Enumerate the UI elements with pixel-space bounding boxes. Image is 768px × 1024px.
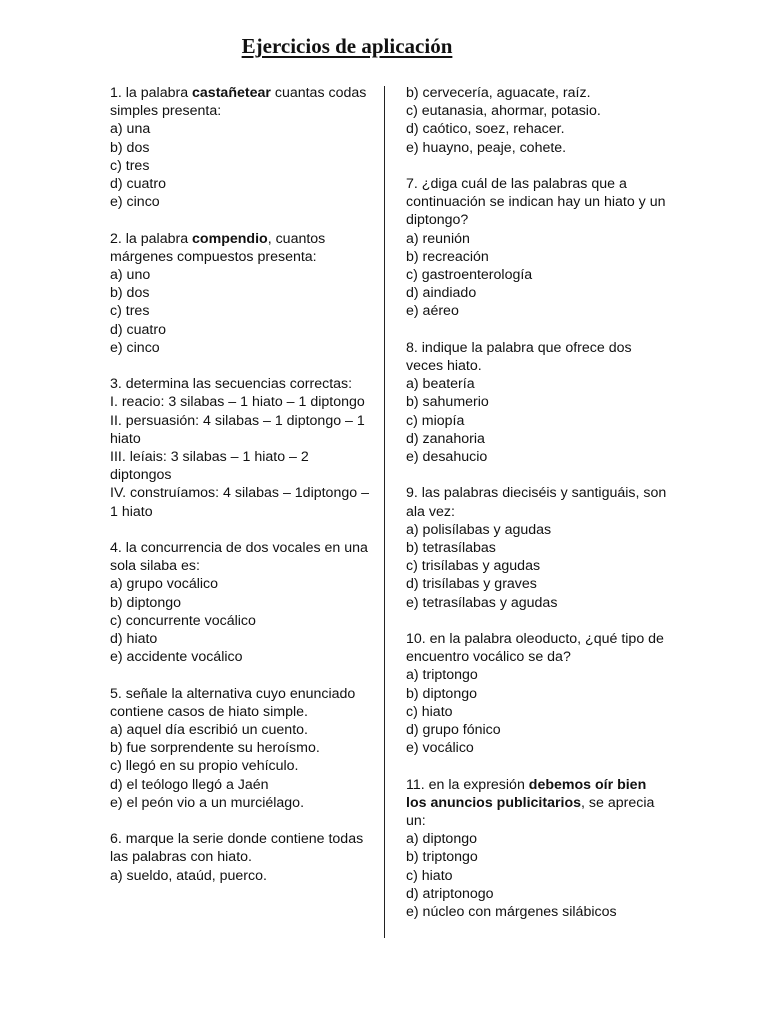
- question-text: [110, 375, 372, 393]
- column-divider: [384, 86, 385, 938]
- answer-option: b) diptongo: [406, 685, 477, 702]
- question-segment: 6. marque la serie donde contiene todas las palabras con hiato.: [110, 831, 364, 866]
- question-segment: 11. en la expresión: [406, 776, 529, 793]
- answer-option: c) eutanasia, ahormar, potasio.: [406, 103, 601, 120]
- question-block: [110, 375, 372, 521]
- question-segment: 2. la palabra: [110, 230, 193, 247]
- answer-option: b) recreación: [406, 248, 489, 265]
- answer-option: d) caótico, soez, rehacer.: [406, 121, 565, 138]
- question-block: [406, 630, 670, 757]
- answer-option: a) una: [110, 121, 151, 138]
- question-text: [406, 630, 670, 666]
- question-segment: 1. la palabra: [110, 85, 193, 101]
- answer-option: III. leíais: 3 silabas – 1 hiato – 2 diptongos: [110, 449, 309, 484]
- answer-option: c) gastroenterología: [406, 267, 533, 284]
- question-text: [110, 685, 372, 721]
- question-segment: 4. la concurrencia de dos vocales en una sola silaba es:: [110, 540, 368, 575]
- question-block: [406, 484, 670, 611]
- answer-option: a) reunión: [406, 230, 470, 247]
- answer-option: d) cuatro: [110, 176, 166, 193]
- answer-option: b) cervecería, aguacate, raíz.: [406, 85, 591, 101]
- question-block: [406, 776, 670, 922]
- page-title: Ejercicios de aplicación: [241, 34, 453, 58]
- answer-option: e) tetrasílabas y agudas: [406, 594, 558, 611]
- question-text: [406, 339, 670, 375]
- question-segment: 9. las palabras dieciséis y santiguáis, son ala vez:: [406, 485, 667, 520]
- answer-option: c) tres: [110, 157, 150, 174]
- answer-option: c) tres: [110, 303, 150, 320]
- question-block: [110, 230, 372, 357]
- answer-option: d) hiato: [110, 631, 158, 648]
- answer-option: e) desahucio: [406, 449, 488, 466]
- answer-option: c) trisílabas y agudas: [406, 558, 541, 575]
- answer-option: b) dos: [110, 285, 150, 302]
- question-segment: , se aprecia un:: [406, 794, 655, 830]
- question-segment: cuantas codas simples presenta:: [110, 85, 367, 120]
- answer-option: b) triptongo: [406, 849, 478, 866]
- answer-option: c) concurrente vocálico: [110, 612, 256, 629]
- answer-option: a) grupo vocálico: [110, 576, 219, 593]
- answer-option: a) diptongo: [406, 831, 477, 848]
- answer-option: b) fue sorprendente su heroísmo.: [110, 740, 320, 757]
- answer-option: e) accidente vocálico: [110, 649, 243, 666]
- question-text: [110, 830, 372, 866]
- answer-option: d) atriptonogo: [406, 885, 494, 902]
- question-segment: 5. señale la alternativa cuyo enunciado contiene casos de hiato simple.: [110, 685, 356, 720]
- question-block: [110, 685, 372, 812]
- question-block: [406, 175, 670, 321]
- answer-option: a) aquel día escribió un cuento.: [110, 722, 308, 739]
- answer-option: e) cinco: [110, 339, 160, 356]
- question-text: [110, 230, 372, 266]
- answer-option: b) diptongo: [110, 594, 181, 611]
- question-text: [406, 776, 670, 831]
- answer-option: d) el teólogo llegó a Jaén: [110, 776, 269, 793]
- answer-option: e) el peón vio a un murciélago.: [110, 794, 305, 811]
- question-text: [110, 539, 372, 575]
- question-text: [406, 484, 670, 520]
- answer-option: a) polisílabas y agudas: [406, 521, 552, 538]
- answer-option: b) sahumerio: [406, 394, 489, 411]
- answer-option: c) llegó en su propio vehículo.: [110, 758, 299, 775]
- answer-option: a) uno: [110, 267, 151, 284]
- question-segment: , cuantos márgenes compuestos presenta:: [110, 230, 326, 265]
- answer-option: a) beatería: [406, 376, 475, 393]
- answer-option: d) grupo fónico: [406, 722, 501, 739]
- answer-option: II. persuasión: 4 silabas – 1 diptongo – 1 hiato: [110, 412, 365, 447]
- question-block: [406, 84, 670, 157]
- answer-option: IV. construíamos: 4 silabas – 1diptongo – 1 hiato: [110, 485, 369, 520]
- answer-option: e) núcleo con márgenes silábicos: [406, 904, 617, 921]
- question-segment: 7. ¿diga cuál de las palabras que a continuación se indican hay un hiato y un diptongo?: [406, 176, 666, 229]
- answer-option: d) aindiado: [406, 285, 477, 302]
- answer-option: e) vocálico: [406, 740, 474, 757]
- answer-option: c) miopía: [406, 412, 465, 429]
- answer-option: I. reacio: 3 silabas – 1 hiato – 1 diptongo: [110, 394, 365, 411]
- bold-term: castañetear: [192, 85, 271, 101]
- question-block: [110, 84, 372, 211]
- answer-option: a) triptongo: [406, 667, 478, 684]
- answer-option: c) hiato: [406, 867, 453, 884]
- question-text: [110, 84, 372, 120]
- answer-option: e) huayno, peaje, cohete.: [406, 139, 567, 156]
- answer-option: b) tetrasílabas: [406, 540, 496, 557]
- question-block: [110, 830, 372, 885]
- bold-term: compendio: [192, 230, 268, 247]
- question-text: [406, 175, 670, 230]
- answer-option: b) dos: [110, 139, 150, 156]
- question-segment: 10. en la palabra oleoducto, ¿qué tipo de encuentro vocálico se da?: [406, 631, 664, 666]
- question-block: [406, 339, 670, 466]
- question-segment: 3. determina las secuencias correctas:: [110, 376, 353, 393]
- question-block: [110, 539, 372, 666]
- answer-option: d) cuatro: [110, 321, 166, 338]
- answer-option: e) aéreo: [406, 303, 459, 320]
- answer-option: c) hiato: [406, 703, 453, 720]
- bold-term: debemos oír bien los anuncios publicitarios: [406, 776, 647, 811]
- answer-option: e) cinco: [110, 194, 160, 211]
- left-column: [110, 84, 372, 903]
- question-segment: 8. indique la palabra que ofrece dos veces hiato.: [406, 339, 632, 375]
- right-column: [406, 84, 670, 939]
- answer-option: d) zanahoria: [406, 430, 485, 447]
- answer-option: d) trisílabas y graves: [406, 576, 537, 593]
- answer-option: a) sueldo, ataúd, puerco.: [110, 867, 267, 884]
